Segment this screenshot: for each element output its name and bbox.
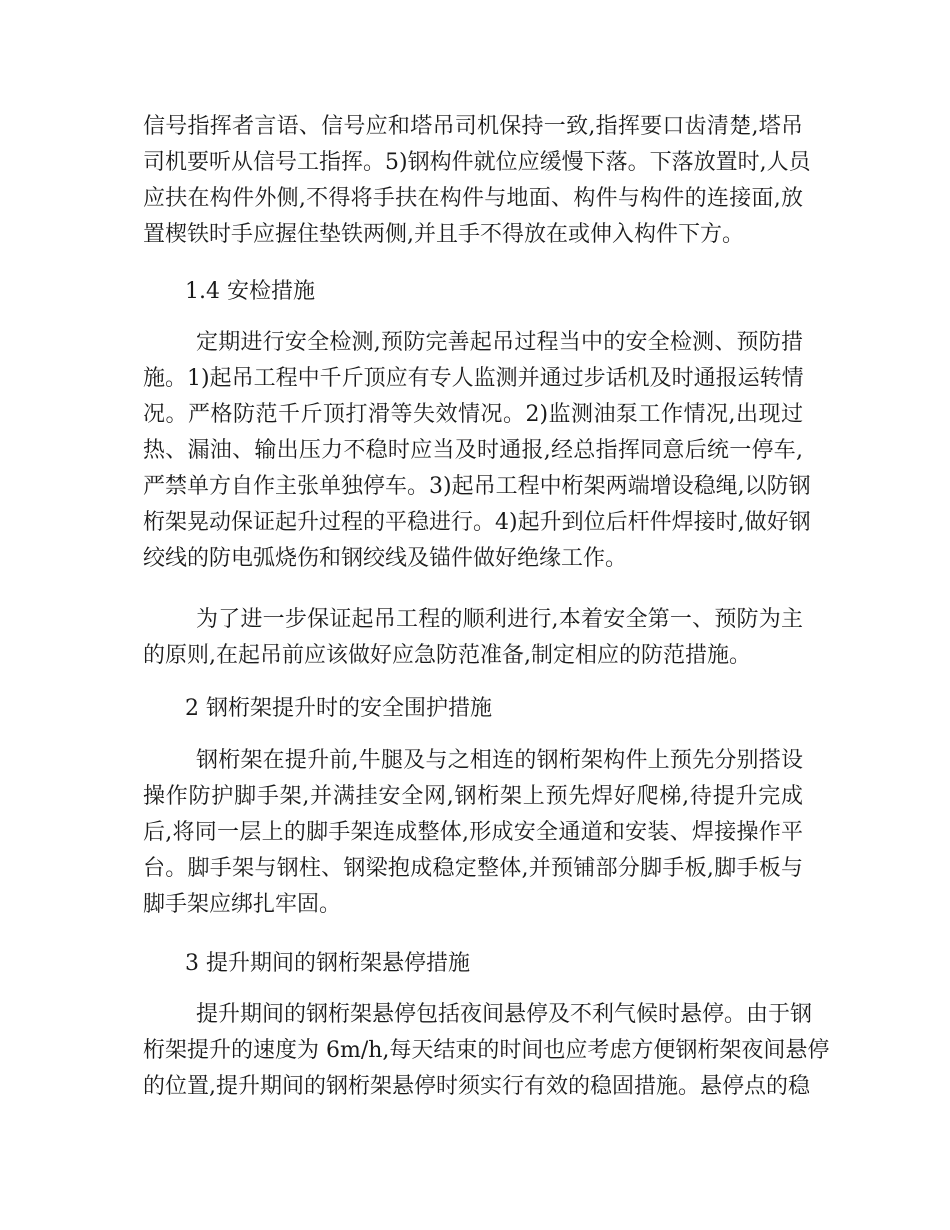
paragraph-1-line-4: 置楔铁时手应握住垫铁两侧,并且手不得放在或伸入构件下方。 [143,222,744,247]
paragraph-2-line-5: 严禁单方自作主张单独停车。3)起吊工程中桁架两端增设稳绳,以防钢 [143,474,811,499]
paragraph-1-line-1: 信号指挥者言语、信号应和塔吊司机保持一致,指挥要口齿清楚,塔吊 [143,114,803,139]
paragraph-4-line-1: 钢桁架在提升前,牛腿及与之相连的钢桁架构件上预先分别搭设 [196,748,803,773]
paragraph-2-line-6: 桁架晃动保证起升过程的平稳进行。4)起升到位后杆件焊接时,做好钢 [143,510,811,535]
paragraph-2-line-2: 施。1)起吊工程中千斤顶应有专人监测并通过步话机及时通报运转情 [143,366,804,391]
section-heading-2: 2 钢桁架提升时的安全围护措施 [185,696,492,721]
paragraph-2-line-7: 绞线的防电弧烧伤和钢绞线及锚件做好绝缘工作。 [143,546,628,571]
paragraph-1-line-3: 应扶在构件外侧,不得将手扶在构件与地面、构件与构件的连接面,放 [143,186,803,211]
paragraph-4-line-3: 后,将同一层上的脚手架连成整体,形成安全通道和安装、焊接操作平 [143,820,803,845]
paragraph-3-line-1: 为了进一步保证起吊工程的顺利进行,本着安全第一、预防为主 [196,607,803,632]
paragraph-5-line-3: 的位置,提升期间的钢桁架悬停时须实行有效的稳固措施。悬停点的稳 [143,1074,810,1099]
paragraph-4-line-2: 操作防护脚手架,并满挂安全网,钢桁架上预先焊好爬梯,待提升完成 [143,784,803,809]
paragraph-5-line-1: 提升期间的钢桁架悬停包括夜间悬停及不利气候时悬停。由于钢 [196,1002,813,1027]
paragraph-3-line-2: 的原则,在起吊前应该做好应急防范准备,制定相应的防范措施。 [143,643,751,668]
paragraph-2-line-1: 定期进行安全检测,预防完善起吊过程当中的安全检测、预防措 [196,330,803,355]
paragraph-2-line-3: 况。严格防范千斤顶打滑等失效情况。2)监测油泵工作情况,出现过 [143,402,803,427]
paragraph-4-line-5: 脚手架应绑扎牢固。 [143,892,342,917]
paragraph-2-line-4: 热、漏油、输出压力不稳时应当及时通报,经总指挥同意后统一停车, [143,438,803,463]
paragraph-1-line-2: 司机要听从信号工指挥。5)钢构件就位应缓慢下落。下落放置时,人员 [143,150,811,175]
paragraph-4-line-4: 台。脚手架与钢柱、钢梁抱成稳定整体,并预铺部分脚手板,脚手板与 [143,856,803,881]
section-heading-1-4: 1.4 安检措施 [185,279,315,304]
paragraph-5-line-2: 桁架提升的速度为 6m/h,每天结束的时间也应考虑方便钢桁架夜间悬停 [143,1038,830,1063]
section-heading-3: 3 提升期间的钢桁架悬停措施 [185,951,470,976]
